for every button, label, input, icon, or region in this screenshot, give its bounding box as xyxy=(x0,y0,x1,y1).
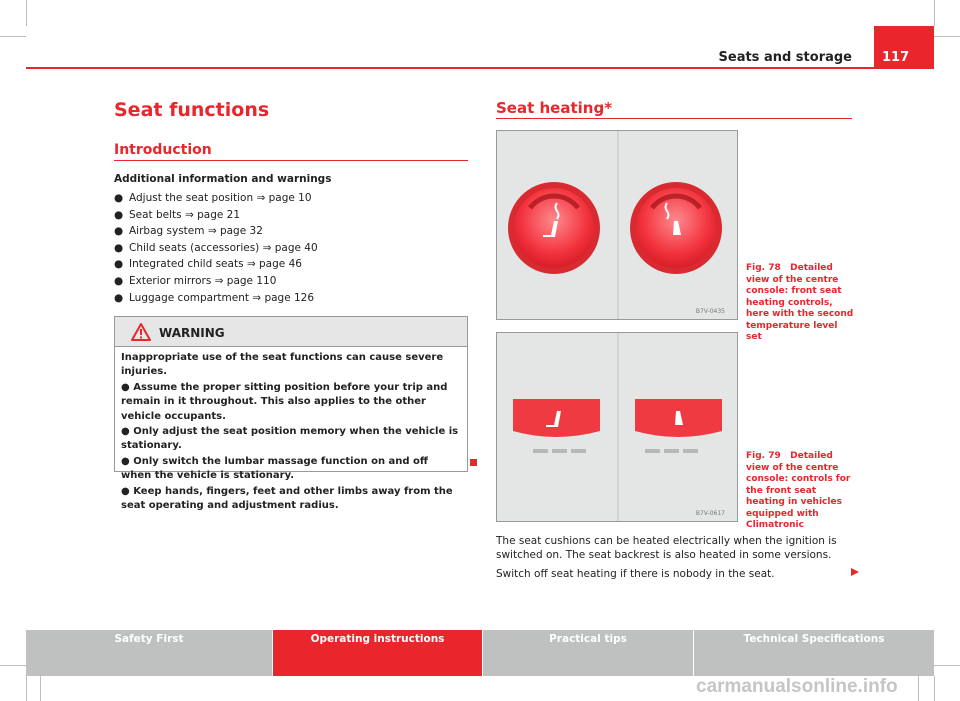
list-item[interactable]: ● Adjust the seat position ⇒ page 10 xyxy=(114,190,318,207)
figure-79 xyxy=(496,332,738,522)
crop-mark xyxy=(918,676,919,701)
crop-mark xyxy=(26,0,27,26)
bullet-icon: ● xyxy=(114,208,124,221)
list-item[interactable]: ● Exterior mirrors ⇒ page 110 xyxy=(114,273,318,290)
right-seat-heating-knob-icon xyxy=(630,182,722,274)
page-title: Seat functions xyxy=(114,99,270,121)
warning-body xyxy=(115,347,467,513)
warning-line: ● Keep hands, fingers, feet and other limbs away from the seat operating and adjustment radius. xyxy=(121,485,453,512)
left-seat-heating-button-icon xyxy=(513,399,600,453)
warning-line: ● Only switch the lumbar massage function on and off when the vehicle is stationary. xyxy=(121,455,429,482)
warning-title: WARNING xyxy=(159,326,225,340)
warning-box xyxy=(114,316,468,512)
figure-78-caption: Fig. 78 Detailed view of the centre console: front seat heating controls, here with the second temperature level set xyxy=(746,263,854,342)
crop-mark xyxy=(0,36,26,37)
seat-heating-rule xyxy=(496,118,852,119)
crop-mark xyxy=(40,676,41,701)
bullet-icon: ● xyxy=(114,241,124,254)
page-number: 117 xyxy=(874,26,934,69)
warning-icon xyxy=(131,323,151,341)
list-item[interactable]: ● Luggage compartment ⇒ page 126 xyxy=(114,290,318,307)
figure-79-caption: Fig. 79 Detailed view of the centre console: controls for the front seat heating in vehicles equipped with Climatronic xyxy=(746,451,851,530)
bullet-icon: ● xyxy=(114,225,124,238)
continue-arrow-icon xyxy=(850,567,860,577)
reference-list xyxy=(114,190,318,306)
tab-technical-specifications[interactable]: Technical Specifications xyxy=(694,630,934,676)
tab-practical-tips[interactable]: Practical tips xyxy=(483,630,693,676)
warning-line: Inappropriate use of the seat functions can cause severe injuries. xyxy=(121,352,444,378)
list-item[interactable]: ● Child seats (accessories) ⇒ page 40 xyxy=(114,240,318,257)
section-title: Seats and storage xyxy=(718,50,852,65)
seat-heating-title: Seat heating* xyxy=(496,99,613,117)
crop-mark xyxy=(934,36,960,37)
warning-line: ● Only adjust the seat position memory when the vehicle is stationary. xyxy=(121,426,459,452)
crop-mark xyxy=(26,676,27,701)
warning-line: ● Assume the proper sitting position before your trip and remain in it throughout. This also applies to the other vehicle occupants. xyxy=(121,381,448,422)
list-item[interactable]: ● Seat belts ⇒ page 21 xyxy=(114,207,318,224)
bullet-icon: ● xyxy=(114,274,124,287)
crop-mark xyxy=(934,676,935,701)
crop-mark xyxy=(934,665,960,666)
seat-heating-buttons-illustration xyxy=(497,333,738,522)
body-paragraph: Switch off seat heating if there is nobody in the seat. xyxy=(496,568,775,580)
bullet-icon: ● xyxy=(114,291,124,304)
list-item[interactable]: ● Airbag system ⇒ page 32 xyxy=(114,223,318,240)
crop-mark xyxy=(934,0,935,26)
watermark: carmanualsonline.info xyxy=(696,676,898,697)
body-paragraph: The seat cushions can be heated electrically when the ignition is switched on. The seat backrest is also heated in some versions. xyxy=(496,535,837,561)
seat-heating-knobs-illustration xyxy=(497,131,738,320)
crop-mark xyxy=(0,665,26,666)
bullet-icon: ● xyxy=(114,192,124,204)
section-subtitle: Introduction xyxy=(114,142,212,158)
figure-code: B7V-0617 xyxy=(695,510,725,517)
figure-code: B7V-0435 xyxy=(695,308,725,315)
left-seat-heating-knob-icon xyxy=(508,182,600,274)
intro-label: Additional information and warnings xyxy=(114,173,332,185)
tab-safety-first[interactable]: Safety First xyxy=(26,630,272,676)
figure-78 xyxy=(496,130,738,320)
bullet-icon: ● xyxy=(114,258,124,271)
end-of-section-marker xyxy=(470,459,477,466)
warning-header xyxy=(115,317,467,347)
right-seat-heating-button-icon xyxy=(635,399,722,453)
header-rule xyxy=(26,67,934,69)
list-item[interactable]: ● Integrated child seats ⇒ page 46 xyxy=(114,256,318,273)
subtitle-rule xyxy=(114,160,468,161)
tab-operating-instructions[interactable]: Operating instructions xyxy=(273,630,482,676)
